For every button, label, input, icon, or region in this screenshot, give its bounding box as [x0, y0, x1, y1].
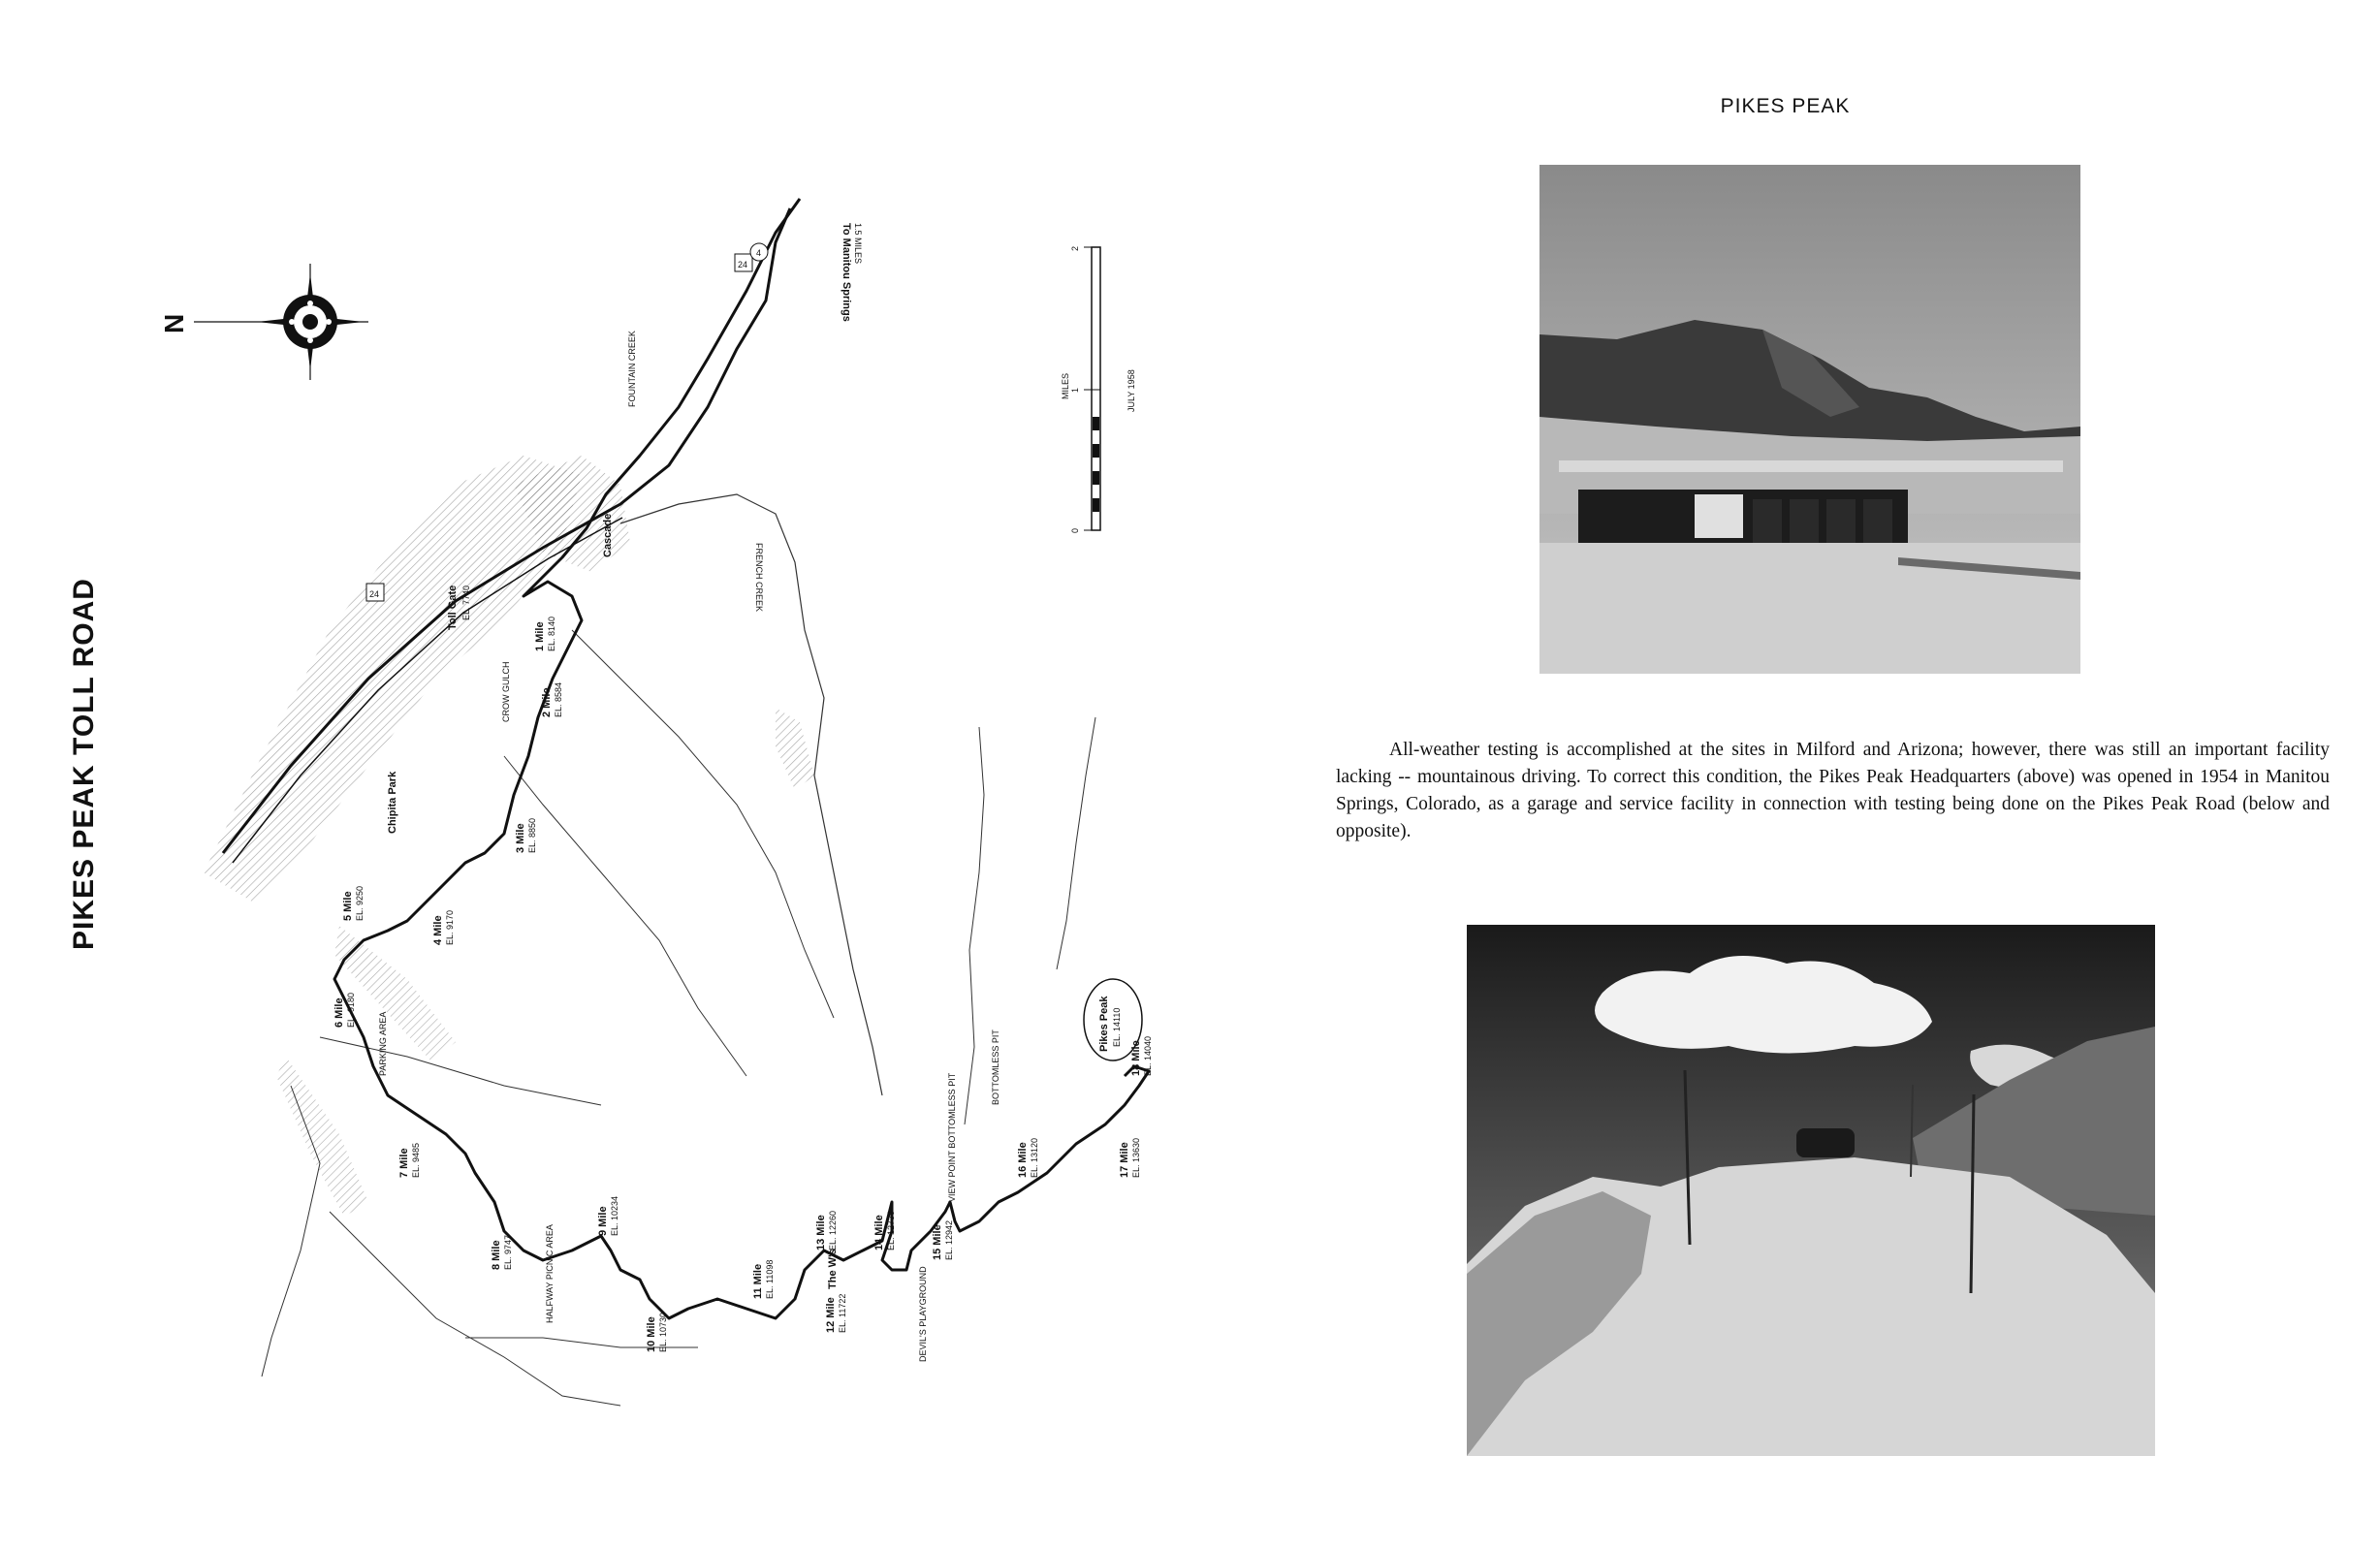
mile-16-elevation: EL. 13120 — [1030, 1137, 1039, 1178]
compass-rose-icon — [194, 264, 368, 380]
scale-unit: MILES — [1061, 372, 1070, 399]
pikes-peak-elevation: EL. 14110 — [1112, 1007, 1122, 1047]
mile-17-label: 17 Mile — [1119, 1142, 1130, 1178]
scale-bar — [1084, 247, 1100, 530]
mile-4-label: 4 Mile — [432, 915, 444, 945]
devils-playground-label: DEVIL'S PLAYGROUND — [918, 1266, 928, 1362]
toll-gate-elevation: EL. 7740 — [461, 585, 471, 620]
mile-6-elevation: EL. 9180 — [346, 992, 356, 1028]
route-4-shield — [750, 243, 768, 261]
mile-11-elevation: EL. 11098 — [765, 1259, 775, 1299]
mile-1-label: 1 Mile — [534, 621, 546, 651]
mile-17-elevation: EL. 13630 — [1131, 1137, 1141, 1178]
scale-tick-0: 0 — [1070, 527, 1080, 533]
mile-15-label: 15 Mile — [932, 1224, 943, 1260]
mile-11-label: 11 Mile — [752, 1263, 764, 1299]
svg-text:24: 24 — [369, 589, 380, 599]
route-24-shield — [735, 254, 752, 271]
pikes-peak-label: Pikes Peak — [1098, 996, 1110, 1052]
mile-7-elevation: EL. 9485 — [411, 1142, 421, 1178]
mile-14-elevation: EL. 12730 — [886, 1210, 896, 1250]
text-page — [1190, 0, 2380, 1551]
mile-12-elevation: EL. 11722 — [838, 1293, 847, 1333]
mile-13-label: 13 Mile — [815, 1215, 827, 1250]
halfway-picnic-label: HALFWAY PICNIC AREA — [545, 1224, 555, 1323]
mile-2-elevation: EL. 8584 — [554, 681, 563, 717]
mile-markers — [333, 617, 1153, 1352]
svg-text:24: 24 — [738, 260, 748, 269]
mile-5-elevation: EL. 9250 — [355, 885, 365, 921]
mile-5-label: 5 Mile — [342, 891, 354, 921]
french-creek-label: FRENCH CREEK — [754, 543, 764, 613]
mile-3-elevation: EL. 8850 — [527, 817, 537, 853]
mile-18-label: 18 Mile — [1130, 1040, 1142, 1076]
mile-14-label: 14 Mile — [873, 1215, 885, 1250]
headquarters-photo — [1539, 165, 2080, 674]
manitou-distance: 1.5 MILES — [853, 223, 863, 265]
french-creek — [620, 494, 882, 1095]
route-24-shield-lower — [366, 584, 384, 601]
west-ridge-zone — [276, 1057, 368, 1217]
mile-10-elevation: EL. 10730 — [658, 1312, 668, 1352]
manitou-label: To Manitou Springs — [841, 223, 852, 322]
mile-4-elevation: EL. 9170 — [445, 909, 455, 945]
map-date: JULY 1958 — [1127, 369, 1136, 412]
mile-12-label: 12 Mile — [825, 1297, 837, 1333]
mile-9-label: 9 Mile — [597, 1206, 609, 1236]
north-label: N — [159, 313, 189, 333]
mile-18-elevation: EL. 14040 — [1143, 1035, 1153, 1076]
mile-9-elevation: EL. 10234 — [610, 1195, 619, 1236]
svg-text:4: 4 — [756, 248, 762, 258]
description — [1336, 737, 2330, 845]
toll-gate-label: Toll Gate — [447, 585, 459, 630]
view-point-label: VIEW POINT BOTTOMLESS PIT — [947, 1072, 957, 1202]
stream-6 — [320, 1037, 601, 1105]
scale-tick-1: 1 — [1070, 387, 1080, 393]
scale-tick-2: 2 — [1070, 245, 1080, 251]
mile-6-label: 6 Mile — [333, 997, 345, 1028]
page-header: PIKES PEAK — [1720, 95, 1851, 117]
stream-4 — [965, 727, 984, 1124]
mile-8-elevation: EL. 9747 — [503, 1234, 513, 1270]
stream-2 — [572, 630, 834, 1018]
bottomless-pit-label: BOTTOMLESS PIT — [991, 1029, 1000, 1105]
parking-area-label: PARKING AREA — [378, 1011, 388, 1076]
pikes-peak-road-photo — [1467, 925, 2155, 1456]
map-title: PIKES PEAK TOLL ROAD — [68, 578, 100, 950]
chipita-park-label: Chipita Park — [387, 771, 398, 834]
stream-3 — [504, 756, 746, 1076]
bottomless-zone — [776, 708, 814, 790]
stream-8 — [330, 1212, 620, 1406]
mile-13-elevation: EL. 12260 — [828, 1210, 838, 1250]
mile-7-label: 7 Mile — [398, 1148, 410, 1178]
mile-15-elevation: EL. 12942 — [944, 1219, 954, 1260]
the-ws-label: The W's — [827, 1249, 839, 1289]
description-paragraph: All-weather testing is accomplished at the sites in Milford and Arizona; however, there was still an important facility lacking -- mountainous driving. To correct this condition, the Pikes Peak Headquarters (above) was opened in 1954 in Manitou Springs, Colorado, as a garage and service facility in connection with testing being done on the Pikes Peak Road (below and opposite). — [1336, 740, 2330, 841]
mile-1-elevation: EL. 8140 — [547, 616, 556, 651]
mile-10-label: 10 Mile — [646, 1316, 657, 1352]
crow-gulch-label: CROW GULCH — [501, 661, 511, 722]
mile-3-label: 3 Mile — [515, 823, 526, 853]
cascade-label: Cascade — [602, 513, 614, 557]
stream-5 — [1057, 717, 1095, 969]
mile-2-label: 2 Mile — [541, 687, 553, 717]
mile-8-label: 8 Mile — [491, 1240, 502, 1270]
mile-16-label: 16 Mile — [1017, 1142, 1029, 1178]
fountain-creek-label: FOUNTAIN CREEK — [627, 331, 637, 407]
